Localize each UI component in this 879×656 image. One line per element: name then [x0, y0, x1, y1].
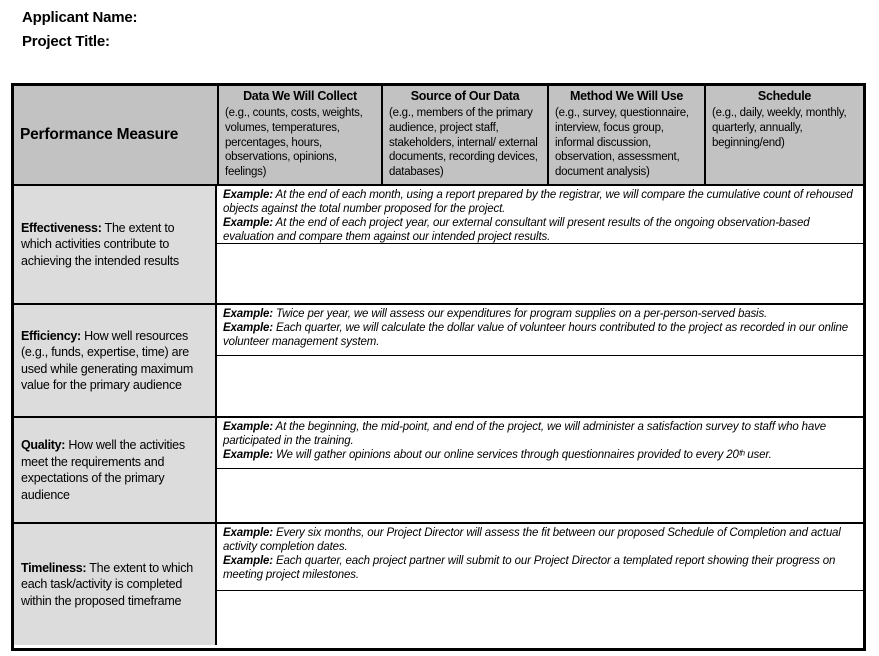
column-title: Source of Our Data: [410, 89, 520, 103]
project-title-label: Project Title:: [22, 33, 110, 50]
example-line: Example: We will gather opinions about our online services through questionnaires provided to every 20ᵗʰ user.: [223, 449, 772, 462]
examples-efficiency: [217, 305, 863, 356]
example-line: Example: At the end of each month, using a report prepared by the registrar, we will compare the cumulative count of rehoused objects against the total number proposed for the project.: [223, 189, 853, 216]
measure-text: Timeliness: The extent to which each task/activity is completed within the proposed timeframe: [21, 560, 193, 608]
column-hint: (e.g., counts, costs, weights, volumes, temperatures, percentages, hours, observations, opinions, feelings): [225, 106, 363, 179]
table-row-efficiency: [14, 305, 863, 418]
column-header-source-of-our-data: [381, 86, 547, 184]
entry-cell-timeliness[interactable]: [217, 591, 863, 645]
examples-timeliness: [217, 524, 863, 591]
example-line: Example: Each quarter, we will calculate the dollar value of volunteer hours contributed to the project as recorded in our online volunteer management system.: [223, 322, 849, 349]
column-title: Method We Will Use: [569, 89, 683, 103]
examples-effectiveness: [217, 186, 863, 244]
example-line: Example: At the end of each project year, our external consultant will present results of the ongoing observation-based evaluation and compare them against our intended project results.: [223, 217, 810, 244]
example-line: Example: Each quarter, each project partner will submit to our Project Director a templated report showing their progress on meeting project milestones.: [223, 555, 836, 582]
example-line: Example: At the beginning, the mid-point, and end of the project, we will administer a satisfaction survey to staff who have participated in the training.: [223, 421, 826, 448]
column-hint: (e.g., members of the primary audience, project staff, stakeholders, internal/ external documents, recording devices, databases): [389, 106, 538, 179]
table-header-row: [14, 86, 863, 186]
table-row-effectiveness: [14, 186, 863, 305]
column-header-method-we-will-use: [547, 86, 704, 184]
column-hint: (e.g., survey, questionnaire, interview, focus group, informal discussion, observation, assessment, document analysis): [555, 106, 689, 179]
example-line: Example: Every six months, our Project Director will assess the fit between our proposed Schedule of Completion and actual activity completion dates.: [223, 527, 841, 554]
measure-cell-effectiveness: [14, 186, 217, 303]
column-title: Data We Will Collect: [243, 89, 357, 103]
measure-text: Effectiveness: The extent to which activities contribute to achieving the intended results: [21, 220, 179, 268]
performance-measure-header: Performance Measure: [20, 126, 179, 143]
performance-measure-table: [11, 83, 866, 651]
column-header-schedule: [704, 86, 863, 184]
measure-text: Quality: How well the activities meet the requirements and expectations of the primary audience: [21, 438, 185, 502]
examples-quality: [217, 418, 863, 469]
table-row-timeliness: [14, 524, 863, 645]
applicant-name-label: Applicant Name:: [22, 9, 138, 26]
measure-cell-efficiency: [14, 305, 217, 416]
table-row-quality: [14, 418, 863, 524]
entry-cell-efficiency[interactable]: [217, 356, 863, 416]
measure-text: Efficiency: How well resources (e.g., funds, expertise, time) are used while generating maximum value for the primary audience: [21, 328, 194, 392]
column-header-data-we-will-collect: [217, 86, 381, 184]
column-hint: (e.g., daily, weekly, monthly, quarterly, annually, beginning/end): [712, 106, 847, 149]
entry-cell-effectiveness[interactable]: [217, 244, 863, 303]
column-title: Schedule: [757, 89, 812, 103]
example-line: Example: Twice per year, we will assess our expenditures for program supplies on a per-person-served basis.: [223, 308, 768, 320]
entry-cell-quality[interactable]: [217, 469, 863, 522]
measure-cell-timeliness: [14, 524, 217, 645]
measure-cell-quality: [14, 418, 217, 522]
